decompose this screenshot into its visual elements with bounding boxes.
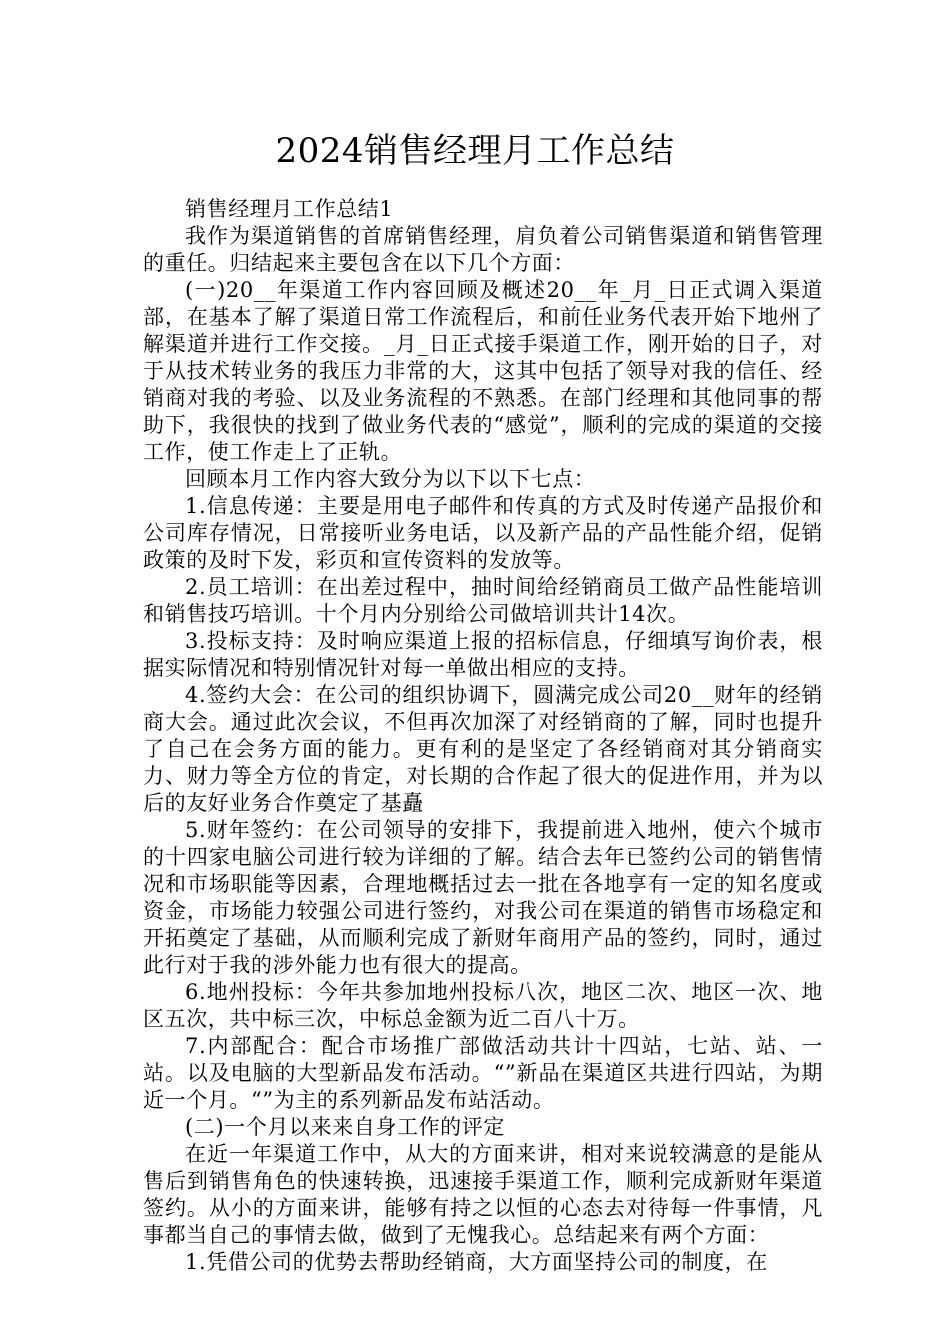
list-item: 1.信息传递：主要是用电子邮件和传真的方式及时传递产品报价和公司库存情况，日常接听业务电话，以及新产品的产品性能介绍，促销政策的及时下发，彩页和宣传资料的发放等。 [143,494,823,572]
list-item: 1.凭借公司的优势去帮助经销商，大方面坚持公司的制度，在 [185,1250,768,1274]
list-item: 2.员工培训：在出差过程中，抽时间给经销商员工做产品性能培训和销售技巧培训。十个月内分别给公司做培训共计14次。 [143,575,823,626]
section-heading: 销售经理月工作总结1 [185,197,394,221]
body-paragraph: 回顾本月工作内容大致分为以下以下七点： [185,467,596,491]
document-title: 2024销售经理月工作总结 [275,131,675,171]
body-paragraph: 我作为渠道销售的首席销售经理，肩负着公司销售渠道和销售管理的重任。归结起来主要包含在以下几个方面： [143,224,823,275]
body-paragraph: 在近一年渠道工作中，从大的方面来讲，相对来说较满意的是能从售后到销售角色的快速转换，迅速接手渠道工作，顺利完成新财年渠道签约。从小的方面来讲，能够有持之以恒的心态去对待每一件事情，凡事都当自己的事情去做，做到了无愧我心。总结起来有两个方面： [143,1142,823,1247]
list-item: 4.签约大会：在公司的组织协调下，圆满完成公司20__财年的经销商大会。通过此次会议，不但再次加深了对经销商的了解，同时也提升了自己在会务方面的能力。更有利的是坚定了各经销商对其分销商实力、财力等全方位的肯定，对长期的合作起了很大的促进作用，并为以后的友好业务合作奠定了基矗 [143,683,823,815]
list-item: 3.投标支持：及时响应渠道上报的招标信息，仔细填写询价表，根据实际情况和特别情况针对每一单做出相应的支持。 [143,629,823,680]
document-body [143,196,823,1276]
list-item: 6.地州投标：今年共参加地州投标八次，地区二次、地区一次、地区五次，共中标三次，中标总金额为近二百八十万。 [143,980,823,1031]
list-item: 5.财年签约：在公司领导的安排下，我提前进入地州，使六个城市的十四家电脑公司进行较为详细的了解。结合去年已签约公司的销售情况和市场职能等因素，合理地概括过去一批在各地享有一定的知名度或资金，市场能力较强公司进行签约，对我公司在渠道的销售市场稳定和开拓奠定了基础，从而顺利完成了新财年商用产品的签约，同时，通过此行对于我的涉外能力也有很大的提高。 [143,818,823,977]
section-heading: (二)一个月以来来自身工作的评定 [185,1115,505,1139]
list-item: 7.内部配合：配合市场推广部做活动共计十四站，七站、站、一站。以及电脑的大型新品发布活动。“”新品在渠道区共进行四站，为期近一个月。“”为主的系列新品发布站活动。 [143,1034,823,1112]
body-paragraph: (一)20__年渠道工作内容回顾及概述20__年_月_日正式调入渠道部，在基本了解了渠道日常工作流程后，和前任业务代表开始下地州了解渠道并进行工作交接。_月_日正式接手渠道工作，刚开始的日子，对于从技术转业务的我压力非常的大，这其中包括了领导对我的信任、经销商对我的考验、以及业务流程的不熟悉。在部门经理和其他同事的帮助下，我很快的找到了做业务代表的“感觉”，顺利的完成的渠道的交接工作，使工作走上了正轨。 [143,278,823,464]
